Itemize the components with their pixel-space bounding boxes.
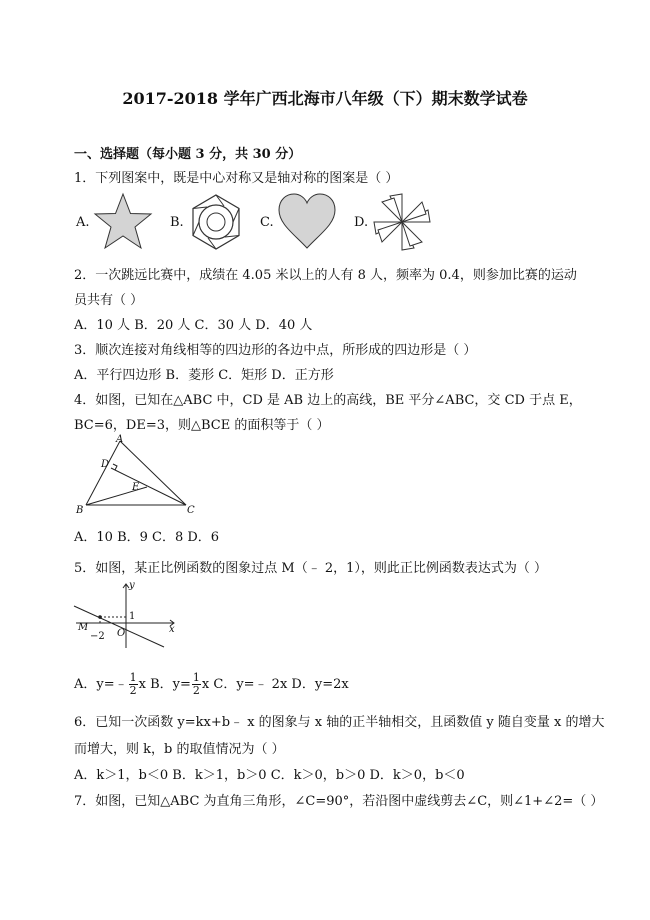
question-6-options: A．k＞1，b＜0 B．k＞1，b＞0 C．k＞0，b＞0 D．k＞0，b＜0 <box>74 768 465 783</box>
tick-label-minus-2: −2 <box>90 631 105 642</box>
tick-label-1: 1 <box>129 611 136 622</box>
question-6-line-2: 而增大，则 k，b 的取值情况为（ ） <box>74 742 285 757</box>
vertex-label-a: A <box>116 434 124 445</box>
q5-options-rest: x C．y=﹣ 2x D．y=2x <box>201 677 349 692</box>
triangle-figure <box>74 435 204 515</box>
pinwheel-figure <box>372 192 432 252</box>
point-label-e: E <box>132 482 140 493</box>
q5-option-b-prefix: x B．y= <box>138 677 191 692</box>
fraction-denominator: 2 <box>192 684 200 697</box>
star-figure <box>92 192 154 252</box>
question-4-line-2: BC=6，DE=3，则△BCE 的面积等于（ ） <box>74 418 330 433</box>
fraction-denominator: 2 <box>129 684 137 697</box>
section-heading: 一、选择题（每小题 3 分，共 30 分） <box>74 147 302 162</box>
q1-option-a-label: A. <box>76 215 90 230</box>
question-2-line-1: 2．一次跳远比赛中，成绩在 4.05 米以上的人有 8 人，频率为 0.4，则参加比赛的运动 <box>74 268 577 283</box>
q1-option-d-label: D. <box>354 215 369 230</box>
fraction-numerator: 1 <box>192 671 200 684</box>
origin-label: O <box>117 628 126 639</box>
question-7-stem: 7．如图，已知△ABC 为直角三角形，∠C=90°，若沿图中虚线剪去∠C，则∠1+∠2=（ ） <box>74 794 604 809</box>
altitude-cd <box>111 468 186 505</box>
vertex-label-b: B <box>76 505 84 516</box>
point-m <box>98 615 102 619</box>
question-3-options: A．平行四边形 B．菱形 C．矩形 D．正方形 <box>74 368 334 383</box>
question-1-stem: 1．下列图案中，既是中心对称又是轴对称的图案是（ ） <box>74 171 399 186</box>
axis-label-x: x <box>169 624 175 635</box>
q5-option-b-fraction <box>192 672 201 697</box>
q5-option-a-prefix: A．y=﹣ <box>74 677 128 692</box>
page-title: 2017-2018 学年广西北海市八年级（下）期末数学试卷 <box>122 89 528 108</box>
q1-option-c-label: C. <box>260 215 274 230</box>
vertex-label-c: C <box>187 505 195 516</box>
question-5-stem: 5．如图，某正比例函数的图象过点 M（﹣ 2，1），则此正比例函数表达式为（ ） <box>74 561 548 576</box>
side-ac <box>120 441 186 505</box>
question-2-line-2: 员共有（ ） <box>74 293 144 308</box>
question-6-line-1: 6．已知一次函数 y=kx+b﹣ x 的图象与 x 轴的正半轴相交，且函数值 y 随自变量 x 的增大 <box>74 715 605 730</box>
question-4-line-1: 4．如图，已知在△ABC 中，CD 是 AB 边上的高线，BE 平分∠ABC，交 CD 于点 E， <box>74 393 582 408</box>
axis-label-y: y <box>129 580 135 591</box>
point-label-m: M <box>78 622 89 633</box>
heart-figure <box>276 192 338 250</box>
question-2-options: A．10 人 B．20 人 C．30 人 D．40 人 <box>74 318 313 333</box>
question-3-stem: 3．顺次连接对角线相等的四边形的各边中点，所形成的四边形是（ ） <box>74 343 477 358</box>
q1-option-b-label: B. <box>170 215 184 230</box>
hexagon-pinwheel-figure <box>186 192 246 252</box>
question-4-options: A．10 B．9 C．8 D．6 <box>74 530 220 545</box>
q5-option-a-fraction <box>129 672 138 697</box>
fraction-numerator: 1 <box>129 671 137 684</box>
side-ab <box>86 441 120 505</box>
coordinate-figure <box>74 580 184 650</box>
question-5-options <box>74 672 349 697</box>
vertex-label-d: D <box>101 459 110 470</box>
